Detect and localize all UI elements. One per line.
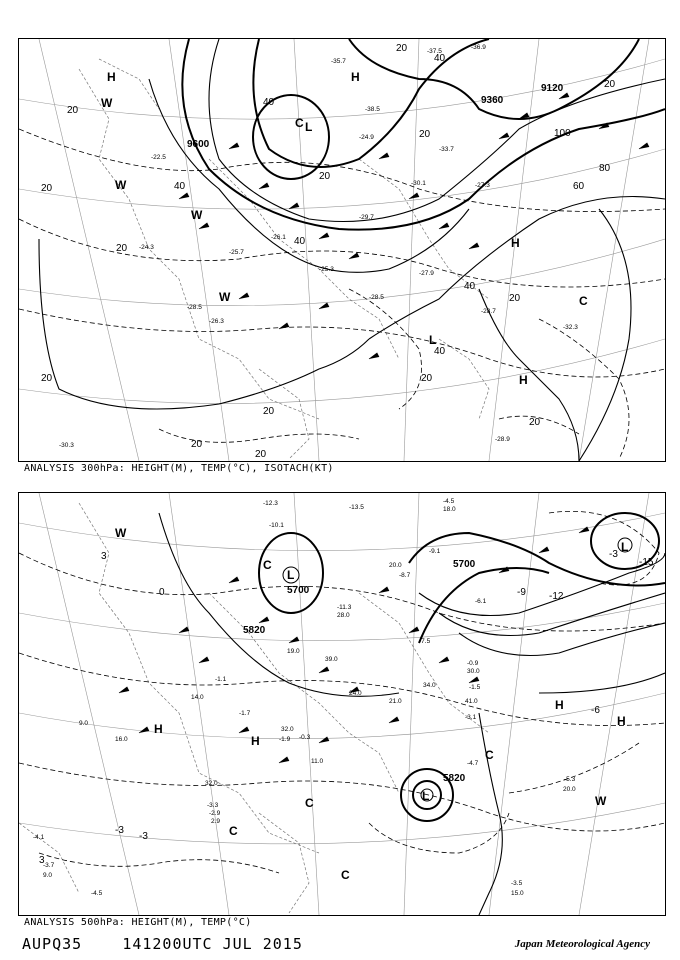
station-temp: -24.9	[359, 134, 374, 141]
isotach-label: 80	[599, 163, 611, 174]
cold-marker: C	[579, 294, 588, 308]
isotach-label: 20	[604, 79, 616, 90]
isotach-label: 20	[41, 183, 53, 194]
warm-marker: W	[191, 208, 203, 222]
warm-marker: W	[595, 794, 607, 808]
cold-marker: C	[263, 558, 272, 572]
isotherm-label: -3	[609, 549, 618, 560]
isotherm-label: -6	[591, 705, 600, 716]
station-temp: -8.7	[399, 572, 411, 579]
high-marker: H	[519, 373, 528, 387]
isotach-label: 20	[396, 43, 408, 54]
station-dewpoint: 11.0	[311, 758, 324, 765]
high-marker: H	[351, 70, 360, 84]
station-dewpoint: 9.0	[43, 872, 53, 879]
isotherm-label: -15	[639, 557, 654, 568]
isotach-label: 40	[434, 53, 446, 64]
station-temp: -1.9	[279, 736, 291, 743]
warm-marker: W	[219, 290, 231, 304]
station-dewpoint: 32.0	[205, 780, 218, 787]
station-temp: -4.7	[467, 760, 479, 767]
valid-time: 141200UTC JUL 2015	[122, 935, 303, 953]
station-temp: -36.9	[471, 44, 486, 51]
isotach-label: 20	[509, 293, 521, 304]
station-temp: -4.5	[91, 890, 103, 897]
caption-300hpa: ANALYSIS 300hPa: HEIGHT(M), TEMP(°C), ISOTACH(KT)	[24, 463, 334, 474]
map-300hpa	[19, 39, 665, 461]
station-temp: -35.7	[331, 58, 346, 65]
cold-marker: C	[305, 796, 314, 810]
isotach-label: 20	[419, 129, 431, 140]
station-dewpoint: 28.0	[337, 612, 350, 619]
station-temp: -13.5	[349, 504, 364, 511]
station-temp: -28.7	[481, 308, 496, 315]
high-marker: H	[555, 698, 564, 712]
station-temp: -1.7	[239, 710, 251, 717]
station-dewpoint: 15.0	[511, 890, 524, 897]
isotherm-label: -12	[549, 591, 564, 602]
station-temp: -10.1	[269, 522, 284, 529]
station-dewpoint: 19.0	[287, 648, 300, 655]
agency-credit: Japan Meteorological Agency	[514, 938, 650, 950]
station-temp: -1.1	[215, 676, 227, 683]
isotach-label: 40	[434, 346, 446, 357]
station-temp: -12.3	[263, 500, 278, 507]
isotach-label: 40	[464, 281, 476, 292]
isotach-label: 40	[174, 181, 186, 192]
low-marker: L	[429, 333, 437, 347]
isotach-label: 100	[554, 128, 571, 139]
high-marker: H	[154, 722, 163, 736]
station-dewpoint: 16.0	[115, 736, 128, 743]
height-label: 5820	[243, 625, 266, 636]
station-dewpoint: 18.0	[443, 506, 456, 513]
product-header	[22, 935, 303, 953]
station-temp: -9.1	[429, 548, 441, 555]
high-marker: H	[511, 236, 520, 250]
graticule	[19, 493, 665, 915]
station-temp: -3.7	[43, 862, 55, 869]
isotherm-label: -9	[517, 587, 526, 598]
high-marker: H	[107, 70, 116, 84]
station-temp: -0.9	[467, 660, 479, 667]
isotherm-label: 3	[101, 551, 107, 562]
station-temp: -38.5	[365, 106, 380, 113]
height-label: 9120	[541, 83, 564, 94]
station-temp: -30.3	[59, 442, 74, 449]
station-temp: -11.3	[337, 604, 352, 611]
station-dewpoint: 9.0	[79, 720, 89, 727]
wind-barbs	[179, 93, 649, 359]
station-dewpoint: 30.0	[467, 668, 480, 675]
pressure-systems	[115, 526, 628, 882]
cold-marker: C	[341, 868, 350, 882]
station-temp: -0.3	[299, 734, 311, 741]
isotach-label: 20	[191, 439, 203, 450]
low-marker: L	[305, 120, 313, 134]
chart-500hpa	[18, 492, 666, 916]
station-temp: -4.1	[33, 834, 45, 841]
high-marker: H	[617, 714, 626, 728]
station-temps	[33, 498, 576, 897]
isotach-label: 20	[116, 243, 128, 254]
station-dewpoints	[43, 506, 576, 897]
warm-marker: W	[101, 96, 113, 110]
station-temp: -29.7	[359, 214, 374, 221]
height-label: 5820	[443, 773, 466, 784]
station-dewpoint: 21.0	[389, 698, 402, 705]
height-label: 5700	[287, 585, 310, 596]
station-dewpoint: 2.9	[211, 818, 221, 825]
warm-marker: W	[115, 178, 127, 192]
station-temp: -37.5	[427, 48, 442, 55]
station-temp: -26.1	[271, 234, 286, 241]
isotach-label: 20	[67, 105, 79, 116]
isotherm-label: 0	[159, 587, 165, 598]
chart-300hpa	[18, 38, 666, 462]
height-label: 9600	[187, 139, 210, 150]
high-marker: H	[251, 734, 260, 748]
cold-marker: C	[229, 824, 238, 838]
low-marker: L	[621, 540, 629, 554]
isotherm-label: -3	[115, 825, 124, 836]
station-dewpoint: 20.0	[563, 786, 576, 793]
station-temp: -7.5	[419, 638, 431, 645]
isotach-label: 20	[255, 449, 267, 460]
map-500hpa	[19, 493, 665, 915]
product-code: AUPQ35	[22, 935, 83, 953]
low-marker: L	[422, 789, 430, 803]
station-temp: -3.1	[465, 714, 477, 721]
low-marker: L	[287, 568, 295, 582]
height-labels	[243, 559, 476, 784]
station-temp: -25.3	[319, 266, 334, 273]
isotach-label: 20	[263, 406, 275, 417]
station-temp: -27.3	[475, 182, 490, 189]
station-temp: -28.5	[369, 294, 384, 301]
station-temp: -30.1	[411, 180, 426, 187]
isotach-label: 40	[294, 236, 306, 247]
station-temp: -2.9	[209, 810, 221, 817]
station-temp: -32.3	[563, 324, 578, 331]
station-temp: -28.9	[495, 436, 510, 443]
station-temp: -1.5	[469, 684, 481, 691]
station-dewpoint: 24.0	[349, 690, 362, 697]
station-temp: -3.5	[511, 880, 523, 887]
station-temp: -22.5	[151, 154, 166, 161]
station-temp: -5.3	[564, 776, 576, 783]
wind-barbs	[119, 527, 589, 763]
station-temp: -3.3	[207, 802, 219, 809]
station-temp: -27.9	[419, 270, 434, 277]
isotherm-label: 3	[39, 855, 45, 866]
station-dewpoint: 20.0	[389, 562, 402, 569]
cold-marker: C	[485, 748, 494, 762]
station-temp: -26.3	[209, 318, 224, 325]
station-temp: -33.7	[439, 146, 454, 153]
isotach-labels	[41, 43, 616, 460]
station-dewpoint: 14.0	[191, 694, 204, 701]
station-temp: -24.3	[139, 244, 154, 251]
station-dewpoint: 39.0	[325, 656, 338, 663]
isotach-label: 20	[41, 373, 53, 384]
coastlines	[19, 503, 489, 913]
cold-marker: C	[295, 116, 304, 130]
isotach-label: 20	[529, 417, 541, 428]
isotherm-label: -3	[139, 831, 148, 842]
isotach-label: 60	[573, 181, 585, 192]
station-temp: -4.5	[443, 498, 455, 505]
isotach-label: 20	[421, 373, 433, 384]
caption-500hpa: ANALYSIS 500hPa: HEIGHT(M), TEMP(°C)	[24, 917, 252, 928]
station-temp: -6.1	[475, 598, 487, 605]
station-temp: -28.5	[187, 304, 202, 311]
isotach-label: 40	[263, 97, 275, 108]
station-dewpoint: 41.0	[465, 698, 478, 705]
isotach-label: 20	[319, 171, 331, 182]
warm-marker: W	[115, 526, 127, 540]
height-label: 5700	[453, 559, 476, 570]
station-dewpoint: 32.0	[281, 726, 294, 733]
height-label: 9360	[481, 95, 504, 106]
station-dewpoint: 34.0	[423, 682, 436, 689]
low-circles	[283, 538, 632, 801]
station-temp: -25.7	[229, 249, 244, 256]
